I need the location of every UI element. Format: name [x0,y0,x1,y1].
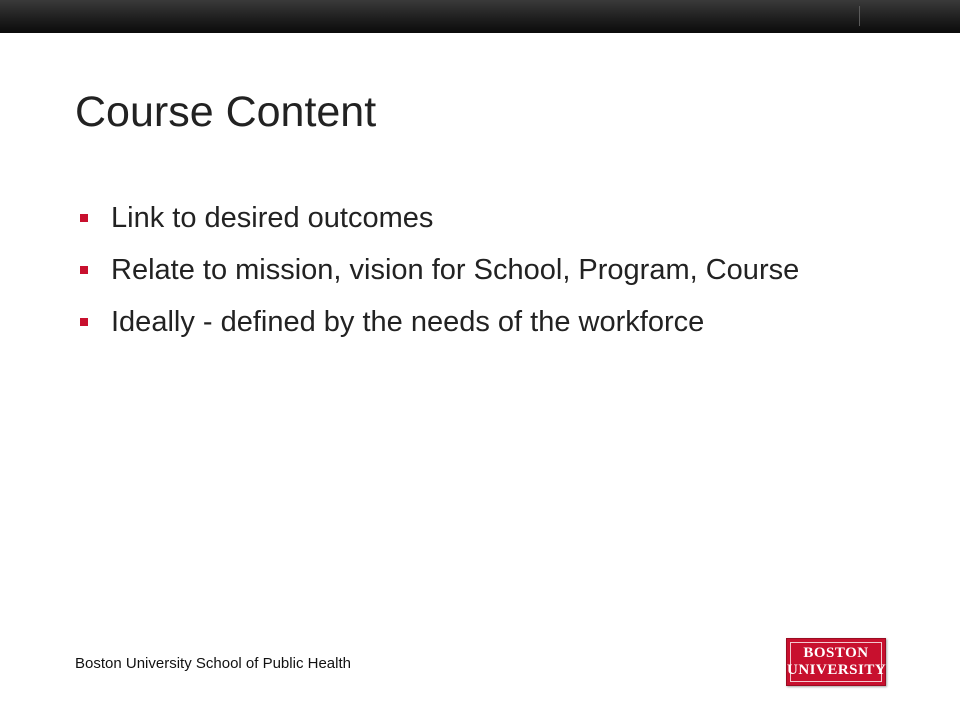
bullet-item [78,252,878,288]
logo-line-2: UNIVERSITY [787,662,887,678]
bullet-item [78,304,878,340]
bullet-list [78,200,878,356]
slide-title: Course Content [75,88,377,136]
top-bar-divider [859,6,860,26]
logo-line-1: BOSTON [803,645,869,661]
top-bar [0,0,960,33]
square-bullet-icon [80,266,88,274]
bullet-text: Ideally - defined by the needs of the workforce [111,306,705,338]
square-bullet-icon [80,214,88,222]
bullet-text: Relate to mission, vision for School, Program, Course [111,254,800,286]
boston-university-logo [786,638,886,686]
footer-institution: Boston University School of Public Health [75,655,351,672]
square-bullet-icon [80,318,88,326]
bullet-text: Link to desired outcomes [111,202,434,234]
bullet-item [78,200,878,236]
